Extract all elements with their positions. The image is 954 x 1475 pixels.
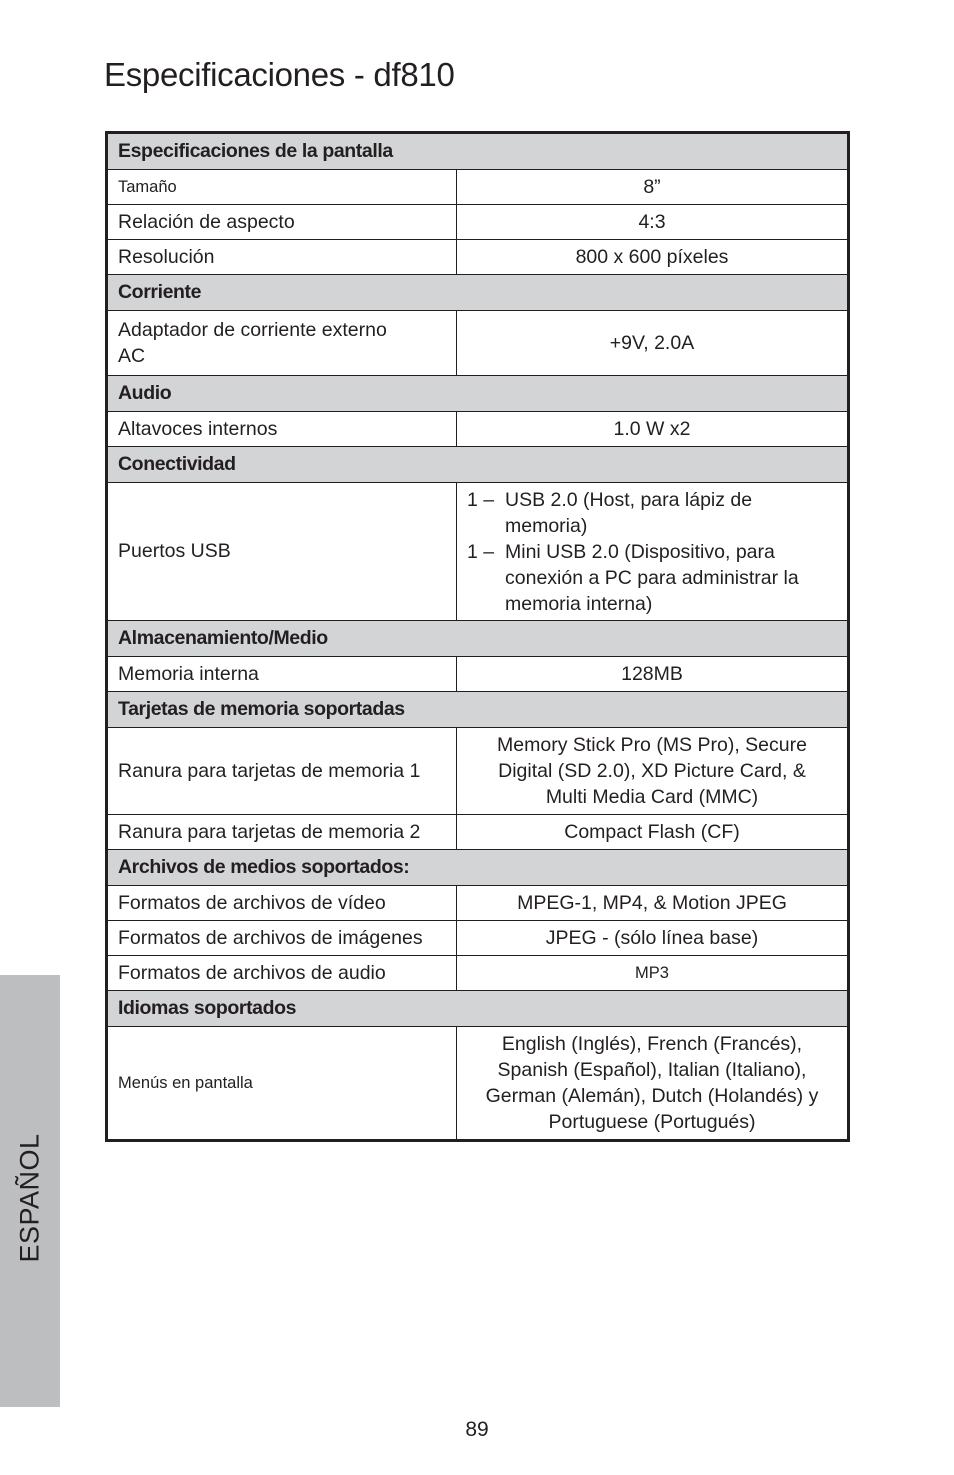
table-row bbox=[107, 311, 849, 376]
spec-value: MPEG-1, MP4, & Motion JPEG bbox=[457, 886, 849, 921]
spec-label: Relación de aspecto bbox=[107, 205, 457, 240]
table-row bbox=[107, 956, 849, 991]
table-row bbox=[107, 205, 849, 240]
spec-label-line: AC bbox=[118, 345, 146, 367]
table-row bbox=[107, 170, 849, 205]
section-header-row bbox=[107, 850, 849, 886]
spec-label: Ranura para tarjetas de memoria 2 bbox=[107, 815, 457, 850]
spec-label: Ranura para tarjetas de memoria 1 bbox=[107, 728, 457, 815]
list-item bbox=[467, 539, 837, 617]
spec-value bbox=[457, 483, 849, 621]
spec-value: Compact Flash (CF) bbox=[457, 815, 849, 850]
spec-label: Menús en pantalla bbox=[107, 1027, 457, 1141]
section-header: Idiomas soportados bbox=[107, 991, 849, 1027]
list-item-text: Mini USB 2.0 (Dispositivo, para conexión a PC para administrar la memoria interna) bbox=[505, 540, 799, 615]
list-item bbox=[467, 487, 837, 539]
table-row bbox=[107, 412, 849, 447]
section-header-row bbox=[107, 376, 849, 412]
section-header: Archivos de medios soportados: bbox=[107, 850, 849, 886]
spec-value-line: Memory Stick Pro (MS Pro), Secure bbox=[497, 734, 807, 756]
spec-value-line: English (Inglés), French (Francés), bbox=[501, 1033, 803, 1055]
spec-label bbox=[107, 311, 457, 376]
spec-label: Puertos USB bbox=[107, 483, 457, 621]
spec-label: Altavoces internos bbox=[107, 412, 457, 447]
section-header: Conectividad bbox=[107, 447, 849, 483]
list-item-number: 1 – bbox=[467, 488, 495, 511]
spec-value: 128MB bbox=[457, 657, 849, 692]
table-row bbox=[107, 657, 849, 692]
table-row bbox=[107, 728, 849, 815]
page-title: Especificaciones - df810 bbox=[104, 56, 455, 93]
table-row bbox=[107, 921, 849, 956]
spec-label: Formatos de archivos de vídeo bbox=[107, 886, 457, 921]
table-row bbox=[107, 1027, 849, 1141]
spec-label: Tamaño bbox=[107, 170, 457, 205]
spec-value-line: Spanish (Español), Italian (Italiano), bbox=[497, 1059, 807, 1081]
spec-value-line: Multi Media Card (MMC) bbox=[545, 786, 759, 808]
section-header-row bbox=[107, 447, 849, 483]
table-row bbox=[107, 886, 849, 921]
spec-value-line: Portuguese (Portugués) bbox=[548, 1111, 756, 1133]
spec-value-line: German (Alemán), Dutch (Holandés) y bbox=[485, 1085, 819, 1107]
spec-value-line: Digital (SD 2.0), XD Picture Card, & bbox=[498, 760, 806, 782]
usb-port-list bbox=[467, 487, 837, 617]
spec-label-line: Adaptador de corriente externo bbox=[118, 319, 387, 341]
spec-value bbox=[457, 1027, 849, 1141]
list-item-text: USB 2.0 (Host, para lápiz de memoria) bbox=[505, 488, 753, 537]
spec-label: Resolución bbox=[107, 240, 457, 275]
section-header-row bbox=[107, 133, 849, 170]
spec-value bbox=[457, 728, 849, 815]
spec-value: 8” bbox=[457, 170, 849, 205]
section-header-row bbox=[107, 991, 849, 1027]
section-header: Tarjetas de memoria soportadas bbox=[107, 692, 849, 728]
table-row bbox=[107, 815, 849, 850]
spec-value: 800 x 600 píxeles bbox=[457, 240, 849, 275]
spec-value: JPEG - (sólo línea base) bbox=[457, 921, 849, 956]
section-header: Especificaciones de la pantalla bbox=[107, 133, 849, 170]
table-row bbox=[107, 483, 849, 621]
spec-label: Formatos de archivos de imágenes bbox=[107, 921, 457, 956]
language-side-label: ESPAÑOL bbox=[14, 1133, 45, 1263]
page-number: 89 bbox=[465, 1418, 489, 1441]
section-header: Almacenamiento/Medio bbox=[107, 621, 849, 657]
section-header-row bbox=[107, 275, 849, 311]
specifications-table bbox=[105, 131, 850, 1142]
spec-value: +9V, 2.0A bbox=[457, 311, 849, 376]
spec-value: 1.0 W x2 bbox=[457, 412, 849, 447]
spec-value: 4:3 bbox=[457, 205, 849, 240]
spec-label: Memoria interna bbox=[107, 657, 457, 692]
section-header: Corriente bbox=[107, 275, 849, 311]
section-header-row bbox=[107, 692, 849, 728]
list-item-number: 1 – bbox=[467, 540, 495, 563]
spec-value: MP3 bbox=[457, 956, 849, 991]
section-header-row bbox=[107, 621, 849, 657]
table-row bbox=[107, 240, 849, 275]
spec-label: Formatos de archivos de audio bbox=[107, 956, 457, 991]
section-header: Audio bbox=[107, 376, 849, 412]
